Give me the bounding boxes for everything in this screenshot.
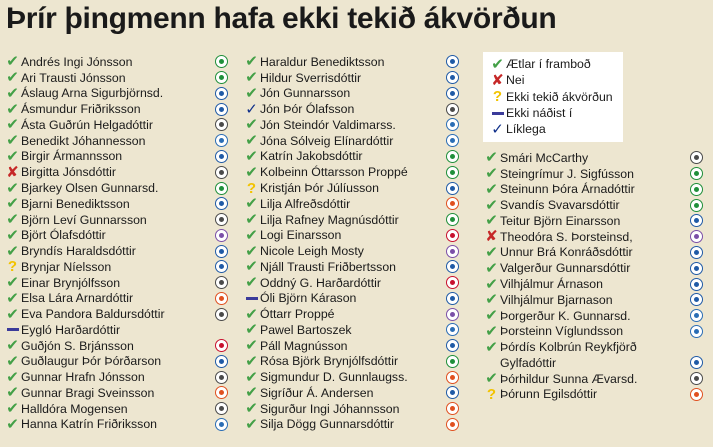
member-row — [243, 385, 461, 401]
party-logo-icon — [215, 260, 228, 273]
member-name: Þórunn Egilsdóttir — [500, 387, 598, 402]
member-name: Vilhjálmur Árnason — [500, 277, 603, 291]
member-name: Unnur Brá Konráðsdóttir — [500, 245, 633, 260]
party-logo-icon — [215, 134, 228, 147]
checkmark-icon: ✔ — [6, 226, 19, 244]
checkmark-icon: ✔ — [485, 180, 498, 198]
party-logo-icon — [690, 230, 703, 243]
member-name: Benedikt Jóhannesson — [21, 133, 146, 148]
party-logo-icon — [690, 183, 703, 196]
member-row — [243, 306, 461, 322]
member-row — [243, 164, 461, 180]
member-row — [243, 196, 461, 212]
member-row — [483, 371, 705, 387]
party-logo-icon — [690, 293, 703, 306]
checkmark-icon: ✔ — [485, 196, 498, 214]
member-row — [243, 369, 461, 385]
member-row — [483, 339, 705, 355]
member-row — [243, 401, 461, 417]
member-row — [483, 386, 705, 402]
party-logo-icon — [446, 229, 459, 242]
party-logo-icon — [215, 292, 228, 305]
legend-label: Ekki tekið ákvörðun — [506, 89, 613, 104]
member-name: Óli Björn Kárason — [260, 291, 357, 306]
party-logo-icon — [446, 292, 459, 305]
checkmark-icon: ✔ — [6, 132, 19, 150]
party-logo-icon — [215, 402, 228, 415]
member-row — [243, 117, 461, 133]
checkmark-icon: ✔ — [245, 195, 258, 213]
party-logo-icon — [446, 355, 459, 368]
member-row — [483, 245, 705, 261]
question-mark-icon: ? — [486, 385, 497, 403]
checkmark-icon: ✔ — [245, 53, 258, 71]
member-row — [4, 164, 230, 180]
party-logo-icon — [690, 167, 703, 180]
member-row — [483, 308, 705, 324]
member-name: Theodóra S. Þorsteinsd, — [500, 229, 633, 244]
question-mark-icon: ? — [246, 179, 257, 197]
member-row — [483, 213, 705, 229]
member-row — [483, 182, 705, 198]
member-row — [4, 227, 230, 243]
checkmark-icon: ✔ — [6, 337, 19, 355]
legend-label: Ekki náðist í — [506, 106, 573, 121]
member-row — [483, 355, 705, 371]
party-logo-icon — [446, 55, 459, 68]
member-row — [243, 101, 461, 117]
party-logo-icon — [446, 87, 459, 100]
checkmark-icon: ✔ — [245, 84, 258, 102]
legend-item — [489, 56, 617, 72]
checkmark-icon: ✔ — [245, 415, 258, 433]
checkmark-icon: ✔ — [491, 55, 504, 73]
party-logo-icon — [446, 182, 459, 195]
checkmark-icon: ✔ — [6, 384, 19, 402]
member-row — [243, 86, 461, 102]
cross-icon: ✘ — [491, 71, 504, 89]
party-logo-icon — [690, 151, 703, 164]
legend-label: Ætlar í framboð — [506, 57, 591, 72]
cross-icon: ✘ — [6, 163, 19, 181]
member-name: Sigurður Ingi Jóhannsson — [260, 401, 400, 416]
member-row — [4, 369, 230, 385]
member-row — [243, 149, 461, 165]
member-row — [243, 243, 461, 259]
member-name: Kolbeinn Óttarsson Proppé — [260, 165, 408, 180]
checkmark-icon: ✔ — [245, 211, 258, 229]
party-logo-icon — [215, 276, 228, 289]
party-logo-icon — [690, 199, 703, 212]
member-name: Silja Dögg Gunnarsdóttir — [260, 417, 394, 432]
legend-item — [489, 121, 617, 137]
member-row — [243, 275, 461, 291]
checkmark-icon: ✔ — [6, 274, 19, 292]
member-name: Einar Brynjólfsson — [21, 275, 121, 290]
party-logo-icon — [690, 214, 703, 227]
member-row — [483, 260, 705, 276]
member-row — [243, 322, 461, 338]
member-name: Smári McCarthy — [500, 150, 589, 165]
party-logo-icon — [446, 197, 459, 210]
checkmark-icon: ✔ — [6, 84, 19, 102]
member-row — [243, 338, 461, 354]
member-name: Óttarr Proppé — [260, 307, 335, 322]
page-title: Þrír þingmenn hafa ekki tekið ákvörðun — [6, 2, 557, 35]
member-row — [4, 243, 230, 259]
party-logo-icon — [215, 308, 228, 321]
party-logo-icon — [215, 87, 228, 100]
party-logo-icon — [215, 182, 228, 195]
checkmark-icon: ✔ — [245, 305, 258, 323]
check-likely-icon: ✓ — [491, 120, 504, 138]
checkmark-icon: ✔ — [245, 258, 258, 276]
member-name: Ásta Guðrún Helgadóttir — [21, 117, 153, 132]
checkmark-icon: ✔ — [245, 226, 258, 244]
checkmark-icon: ✔ — [245, 132, 258, 150]
checkmark-icon: ✔ — [245, 321, 258, 339]
checkmark-icon: ✔ — [245, 274, 258, 292]
checkmark-icon: ✔ — [245, 69, 258, 87]
party-logo-icon — [690, 278, 703, 291]
checkmark-icon: ✔ — [485, 259, 498, 277]
party-logo-icon — [690, 372, 703, 385]
member-name: Oddný G. Harðardóttir — [260, 275, 381, 290]
member-row — [483, 166, 705, 182]
member-name: Ari Trausti Jónsson — [21, 70, 126, 85]
member-name: Gunnar Hrafn Jónsson — [21, 370, 145, 385]
party-logo-icon — [215, 386, 228, 399]
member-row — [243, 259, 461, 275]
member-row — [483, 150, 705, 166]
member-list-column-1 — [4, 54, 230, 432]
party-logo-icon — [446, 308, 459, 321]
party-logo-icon — [446, 402, 459, 415]
party-logo-icon — [215, 229, 228, 242]
member-row — [243, 70, 461, 86]
checkmark-icon: ✔ — [245, 242, 258, 260]
member-row — [243, 417, 461, 433]
member-name: Jón Þór Ólafsson — [260, 102, 355, 117]
checkmark-icon: ✔ — [485, 149, 498, 167]
checkmark-icon: ✔ — [6, 415, 19, 433]
member-name: Sigmundur D. Gunnlaugss. — [260, 370, 408, 385]
party-logo-icon — [446, 323, 459, 336]
party-logo-icon — [446, 418, 459, 431]
member-name: Sigríður Á. Andersen — [260, 385, 374, 400]
member-row — [4, 149, 230, 165]
member-row — [4, 354, 230, 370]
party-logo-icon — [446, 150, 459, 163]
member-name: Logi Einarsson — [260, 228, 342, 243]
cross-icon: ✘ — [485, 228, 498, 246]
member-name: Þorgerður K. Gunnarsd. — [500, 308, 631, 323]
member-name: Björn Leví Gunnarsson — [21, 212, 147, 227]
member-row — [483, 292, 705, 308]
check-likely-icon: ✓ — [245, 100, 258, 118]
member-name: Elsa Lára Arnardóttir — [21, 291, 134, 306]
member-name: Nicole Leigh Mosty — [260, 244, 364, 259]
member-name: Pawel Bartoszek — [260, 322, 352, 337]
party-logo-icon — [215, 355, 228, 368]
member-name: Gunnar Bragi Sveinsson — [21, 385, 155, 400]
party-logo-icon — [215, 103, 228, 116]
member-name: Valgerður Gunnarsdóttir — [500, 261, 631, 276]
checkmark-icon: ✔ — [6, 289, 19, 307]
party-logo-icon — [215, 339, 228, 352]
member-row — [4, 180, 230, 196]
member-row — [483, 229, 705, 245]
member-name: Andrés Ingi Jónsson — [21, 54, 133, 69]
party-logo-icon — [446, 213, 459, 226]
party-logo-icon — [215, 118, 228, 131]
member-list-column-3 — [483, 150, 705, 402]
checkmark-icon: ✔ — [6, 352, 19, 370]
member-name: Páll Magnússon — [260, 338, 348, 353]
checkmark-icon: ✔ — [245, 337, 258, 355]
member-row — [483, 323, 705, 339]
party-logo-icon — [690, 262, 703, 275]
checkmark-icon: ✔ — [485, 307, 498, 325]
legend-label: Nei — [506, 73, 525, 88]
checkmark-icon: ✔ — [6, 211, 19, 229]
member-name: Kristján Þór Júlíusson — [260, 181, 379, 195]
member-name: Halldóra Mogensen — [21, 401, 128, 416]
member-row — [243, 354, 461, 370]
party-logo-icon — [446, 276, 459, 289]
member-name: Guðjón S. Brjánsson — [21, 338, 134, 353]
party-logo-icon — [215, 150, 228, 163]
member-name: Bjarni Benediktsson — [21, 196, 130, 211]
member-name: Bryndís Haraldsdóttir — [21, 244, 136, 259]
member-row — [243, 133, 461, 149]
party-logo-icon — [446, 371, 459, 384]
member-row — [243, 180, 461, 196]
member-name: Rósa Björk Brynjólfsdóttir — [260, 354, 399, 369]
checkmark-icon: ✔ — [485, 338, 498, 356]
checkmark-icon: ✔ — [6, 100, 19, 118]
member-name: Eygló Harðardóttir — [21, 322, 121, 337]
party-logo-icon — [446, 134, 459, 147]
member-name: Guðlaugur Þór Þórðarson — [21, 354, 162, 369]
legend — [483, 52, 623, 142]
member-row — [243, 290, 461, 306]
checkmark-icon: ✔ — [6, 305, 19, 323]
legend-label: Líklega — [506, 122, 546, 137]
member-name: Jóna Sólveig Elínardóttir — [260, 133, 394, 148]
member-name: Hanna Katrín Friðriksson — [21, 417, 158, 432]
member-name: Jón Gunnarsson — [260, 86, 351, 101]
member-name: Hildur Sverrisdóttir — [260, 70, 362, 85]
checkmark-icon: ✔ — [485, 243, 498, 261]
party-logo-icon — [215, 166, 228, 179]
party-logo-icon — [215, 213, 228, 226]
member-row — [4, 322, 230, 338]
dash-icon — [243, 297, 260, 300]
member-name: Björt Ólafsdóttir — [21, 228, 106, 243]
checkmark-icon: ✔ — [6, 179, 19, 197]
dash-icon — [489, 112, 506, 115]
checkmark-icon: ✔ — [6, 400, 19, 418]
checkmark-icon: ✔ — [485, 275, 498, 293]
member-name: Birgir Ármannsson — [21, 149, 123, 164]
party-logo-icon — [446, 103, 459, 116]
member-row — [4, 385, 230, 401]
checkmark-icon: ✔ — [485, 370, 498, 388]
checkmark-icon: ✔ — [245, 384, 258, 402]
member-name: Þórhildur Sunna Ævarsd. — [500, 371, 638, 386]
member-name: Áslaug Arna Sigurbjörnsd. — [21, 86, 164, 101]
checkmark-icon: ✔ — [6, 116, 19, 134]
party-logo-icon — [215, 245, 228, 258]
member-name: Katrín Jakobsdóttir — [260, 149, 363, 164]
checkmark-icon: ✔ — [245, 368, 258, 386]
checkmark-icon: ✔ — [6, 147, 19, 165]
party-logo-icon — [215, 371, 228, 384]
party-logo-icon — [215, 418, 228, 431]
party-logo-icon — [215, 197, 228, 210]
member-list-column-2 — [243, 54, 461, 432]
question-mark-icon: ? — [492, 88, 503, 106]
member-name: Þórdís Kolbrún Reykfjörð — [500, 340, 637, 355]
member-name: Haraldur Benediktsson — [260, 54, 385, 69]
checkmark-icon: ✔ — [245, 352, 258, 370]
party-logo-icon — [446, 386, 459, 399]
party-logo-icon — [446, 260, 459, 273]
member-row — [4, 290, 230, 306]
party-logo-icon — [446, 71, 459, 84]
legend-item — [489, 105, 617, 121]
member-row — [4, 101, 230, 117]
checkmark-icon: ✔ — [245, 147, 258, 165]
member-name: Njáll Trausti Friðbertsson — [260, 259, 396, 274]
member-name: Ásmundur Friðriksson — [21, 102, 141, 117]
checkmark-icon: ✔ — [485, 291, 498, 309]
member-name: Eva Pandora Baldursdóttir — [21, 307, 165, 322]
checkmark-icon: ✔ — [6, 195, 19, 213]
checkmark-icon: ✔ — [245, 400, 258, 418]
member-row — [483, 276, 705, 292]
checkmark-icon: ✔ — [6, 242, 19, 260]
question-mark-icon: ? — [7, 258, 18, 276]
member-row — [4, 417, 230, 433]
dash-icon — [4, 328, 21, 331]
member-row — [4, 401, 230, 417]
member-name: Bjarkey Olsen Gunnarsd. — [21, 181, 159, 195]
member-row — [4, 196, 230, 212]
member-row — [4, 275, 230, 291]
member-name: Þorsteinn Víglundsson — [500, 324, 624, 339]
member-name: Lilja Rafney Magnúsdóttir — [260, 212, 399, 227]
member-row — [4, 212, 230, 228]
party-logo-icon — [446, 339, 459, 352]
checkmark-icon: ✔ — [6, 368, 19, 386]
member-name: Steinunn Þóra Árnadóttir — [500, 182, 635, 197]
checkmark-icon: ✔ — [485, 165, 498, 183]
legend-item — [489, 72, 617, 88]
member-name: Vilhjálmur Bjarnason — [500, 292, 613, 307]
party-logo-icon — [690, 309, 703, 322]
party-logo-icon — [690, 325, 703, 338]
member-row — [243, 212, 461, 228]
party-logo-icon — [690, 388, 703, 401]
member-row — [4, 133, 230, 149]
member-name: Jón Steindór Valdimarss. — [260, 117, 396, 132]
checkmark-icon: ✔ — [485, 212, 498, 230]
checkmark-icon: ✔ — [6, 69, 19, 87]
member-name: Birgitta Jónsdóttir — [21, 165, 117, 180]
member-name: Teitur Björn Einarsson — [500, 213, 621, 228]
member-row — [4, 86, 230, 102]
party-logo-icon — [690, 246, 703, 259]
member-name: Brynjar Níelsson — [21, 259, 112, 274]
member-name: Gylfadóttir — [500, 355, 557, 370]
legend-item — [489, 89, 617, 105]
member-row — [4, 117, 230, 133]
member-row — [4, 70, 230, 86]
checkmark-icon: ✔ — [6, 53, 19, 71]
member-row — [4, 338, 230, 354]
member-row — [243, 54, 461, 70]
party-logo-icon — [690, 356, 703, 369]
member-name: Steingrímur J. Sigfússon — [500, 166, 634, 181]
member-row — [4, 54, 230, 70]
member-row — [483, 197, 705, 213]
checkmark-icon: ✔ — [245, 116, 258, 134]
checkmark-icon: ✔ — [245, 163, 258, 181]
member-row — [4, 259, 230, 275]
member-name: Lilja Alfreðsdóttir — [260, 196, 351, 211]
checkmark-icon: ✔ — [485, 322, 498, 340]
member-row — [243, 227, 461, 243]
party-logo-icon — [215, 71, 228, 84]
member-row — [4, 306, 230, 322]
party-logo-icon — [446, 166, 459, 179]
party-logo-icon — [446, 118, 459, 131]
party-logo-icon — [215, 55, 228, 68]
member-name: Svandís Svavarsdóttir — [500, 198, 620, 213]
party-logo-icon — [446, 245, 459, 258]
